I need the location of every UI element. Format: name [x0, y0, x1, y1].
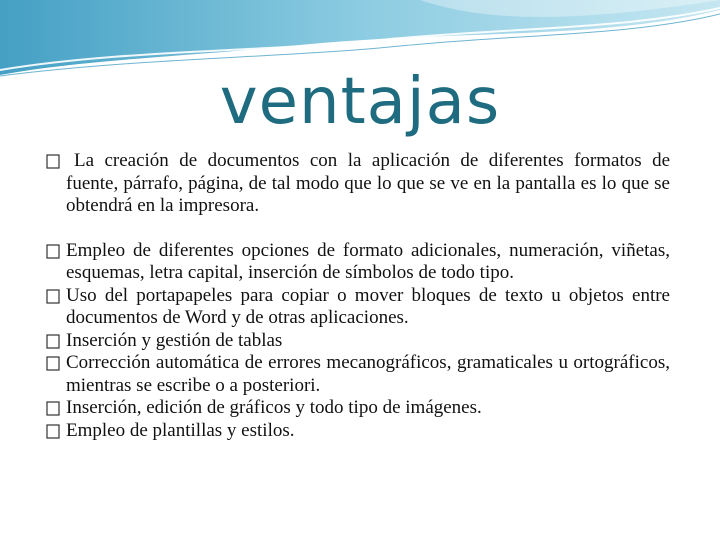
list-item — [46, 285, 670, 330]
missing-glyph-box-icon — [46, 244, 60, 259]
list-item — [46, 330, 670, 353]
list-item — [46, 240, 670, 285]
missing-glyph-box-icon — [46, 424, 60, 439]
slide-title: ventajas — [219, 65, 501, 139]
bullet-text: Empleo de diferentes opciones de formato adicionales, numeración, viñetas, esquemas, letra capital, inserción de símbolos de todo tipo. — [66, 239, 670, 283]
list-item — [46, 420, 670, 443]
bullet-text: Inserción, edición de gráficos y todo tipo de imágenes. — [66, 397, 482, 418]
bullet-text: Corrección automática de errores mecanográficos, gramaticales u ortográficos, mientras se escribe o a posteriori. — [66, 352, 670, 396]
bullet-text: Empleo de plantillas y estilos. — [66, 419, 295, 441]
missing-glyph-box-icon — [46, 356, 60, 371]
bullet-text: La creación de documentos con la aplicación de diferentes formatos de fuente, párrafo, página, de tal modo que lo que se ve en la pantalla es lo que se obtendrá en la impresora. — [66, 150, 670, 216]
missing-glyph-box-icon — [46, 289, 60, 304]
missing-glyph-box-icon — [46, 334, 60, 349]
missing-glyph-box-icon — [46, 401, 60, 416]
list-item — [46, 397, 670, 420]
bullet-text: Uso del portapapeles para copiar o mover bloques de texto u objetos entre documentos de Word y de otras aplicaciones. — [66, 284, 670, 328]
missing-glyph-box-icon — [46, 154, 60, 169]
bullet-text: Inserción y gestión de tablas — [66, 329, 283, 351]
list-item — [46, 150, 670, 218]
bullet-list — [46, 150, 670, 442]
list-item — [46, 352, 670, 397]
